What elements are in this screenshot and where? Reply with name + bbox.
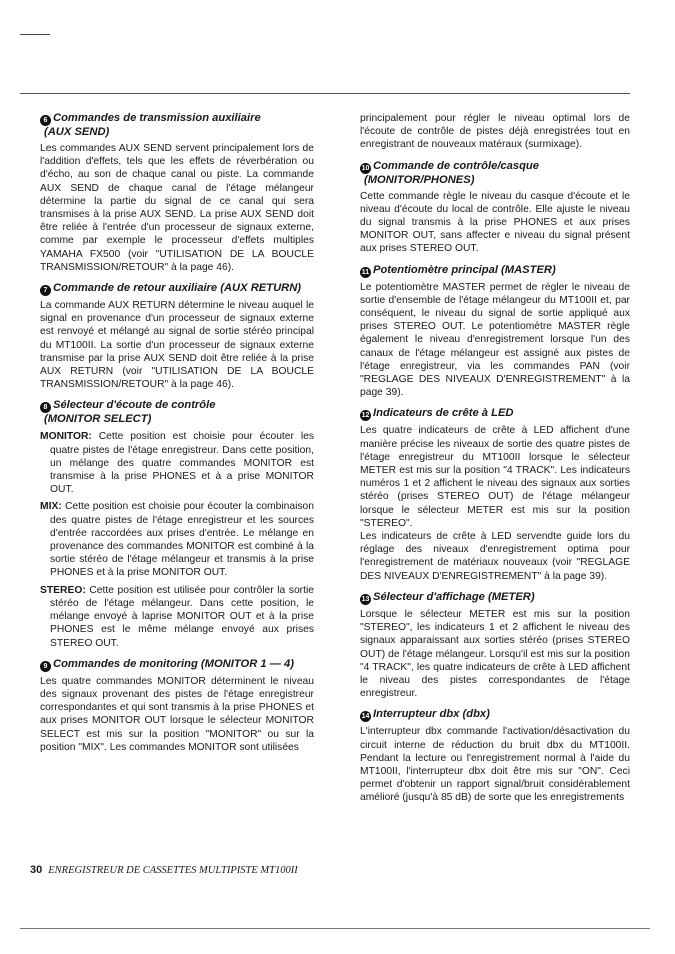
option-text: Cette position est choisie pour écouter la combinaison des quatre pistes de l'étage enregistreur et les sources d'entrée raccordées aux prises d'entrée. Le mélange en provenance des commandes MONITOR est combiné à la sortie stéréo de l'étage mélangeur et transmis à la prise PHONES et à la prise MONITOR OUT. <box>50 501 314 579</box>
heading-line <box>360 708 630 722</box>
heading-title: Commande de contrôle/casque <box>373 159 539 172</box>
body-paragraph: Lorsque le sélecteur METER est mis sur la position "STEREO", les indicateurs 1 et 2 affichent le niveau des signaux apparaissant aux sorties stéréo (prises STEREO OUT) de l'étage mélangeur. Lorsqu'il est mis sur la position "4 TRACK", les quatre indicateurs de crête à LED affichent le niveau des pistes correspondantes de l'étage enregistreur. <box>360 608 630 700</box>
section-number-badge: 14 <box>361 713 370 721</box>
section-heading <box>40 658 314 672</box>
section-number-badge: 8 <box>40 402 51 413</box>
section-number-badge: 13 <box>361 595 370 603</box>
page-number: 30 <box>30 864 43 876</box>
section <box>360 708 630 804</box>
option-paragraph <box>40 500 314 579</box>
section <box>40 282 314 391</box>
heading-line <box>40 658 314 672</box>
left-column <box>40 112 314 762</box>
section <box>40 112 314 274</box>
heading-line <box>360 407 630 421</box>
body-paragraph: La commande AUX RETURN détermine le niveau auquel le signal en provenance d'un processeur de signaux externe est renvoyé et mélangé au signal de sortie stéréo principal du MT100II. La sortie d'un processeur de signaux externe transmise par la prise AUX SEND doit être reliée à la prise AUX RETURN (voir "UTILISATION DE LA BOUCLE TRANSMISSION/RETOUR" à la page 46). <box>40 300 314 391</box>
body-paragraph: Cette commande règle le niveau du casque d'écoute et le niveau d'écoute du local de contrôle. Elle ajuste le niveau du signal transmis à la prise PHONES et aux prises MONITOR OUT, sans affecter e niveau du signal présent aux prises STEREO OUT. <box>360 190 630 255</box>
heading-subtitle: (MONITOR SELECT) <box>44 413 152 426</box>
heading-line <box>360 264 630 278</box>
heading-line <box>40 399 314 413</box>
heading-title: Interrupteur dbx (dbx) <box>373 708 490 721</box>
page-footer <box>30 864 298 876</box>
footer-title: ENREGISTREUR DE CASSETTES MULTIPISTE MT100II <box>48 865 298 876</box>
footer-rule <box>20 928 650 929</box>
option-description <box>40 430 314 496</box>
heading-title: Indicateurs de crête à LED <box>373 407 514 420</box>
right-column <box>360 112 630 813</box>
heading-line <box>40 282 314 296</box>
section <box>40 658 314 754</box>
section <box>360 112 630 152</box>
heading-title: Potentiomètre principal (MASTER) <box>373 263 556 276</box>
heading-subtitle: (AUX SEND) <box>44 126 110 138</box>
section <box>360 407 630 582</box>
option-description <box>40 500 314 579</box>
section-heading <box>360 591 630 605</box>
option-key: MONITOR: <box>40 431 92 443</box>
section-number-badge: 11 <box>361 268 370 276</box>
section-number-badge: 9 <box>40 661 51 672</box>
section <box>360 591 630 700</box>
heading-title: Sélecteur d'écoute de contrôle <box>53 399 216 412</box>
option-text: Cette position est utilisée pour contrôler la sortie stéréo de l'étage mélangeur. Dans cette position, le mélange envoyé à laprise MONITOR OUT et à la prise PHONES est le même mélange envoyé aux prises STEREO OUT. <box>50 584 314 649</box>
section-number-badge: 10 <box>361 164 370 172</box>
option-paragraph <box>40 430 314 496</box>
heading-title: Commandes de transmission auxiliaire <box>53 112 261 124</box>
body-paragraph: Le potentiomètre MASTER permet de régler le niveau de sortie d'ensemble de l'étage mélangeur du MT100II et, par conséquent, le niveau du signal de sortie appliqué aux prises STEREO OUT. Le potentiomètre MASTER règle également le niveau d'enregistrement lorsque l'un des canaux de l'étage mélangeur est assigné aux pistes de l'étage enregistreur, via les commandes PAN (voir "REGLAGE DES NIVEAUX D'ENREGISTREMENT" à la page 39). <box>360 281 630 399</box>
heading-line <box>360 160 630 174</box>
body-paragraph: Les indicateurs de crête à LED servendte guide lors du réglage des niveaux d'enregistrement optima pour l'enregistrement de matériaux nouveaux (voir "REGLAGE DES NIVEAUX D'ENREGISTREMENT" à la page 39). <box>360 531 630 582</box>
body-paragraph: principalement pour régler le niveau optimal lors de l'écoute de contrôle de pistes déjà enregistrées tout en enregistrant de nouveaux matéraux (surmixage). <box>360 113 630 151</box>
section-heading <box>360 708 630 722</box>
heading-title: Sélecteur d'affichage (METER) <box>373 590 535 603</box>
section-heading <box>40 282 314 296</box>
heading-title: Commandes de monitoring (MONITOR 1 — 4) <box>53 657 294 670</box>
header-rule <box>20 93 630 94</box>
section-heading <box>360 160 630 187</box>
body-paragraph: Les quatre indicateurs de crête à LED affichent d'une manière précise les niveaux de sortie des quatre pistes de l'étage enregistreur du MT100II lorsque le sélecteur METER est mis sur la position "4 TRACK". Les indicateurs numéros 1 et 2 affichent le niveau des signaux aux sorties stéréo (prises STEREO OUT) de l'étage mélangeur lorsque le sélecteur METER est mis sur la position "STEREO". <box>360 425 630 529</box>
section-heading <box>40 112 314 139</box>
body-paragraph: Les quatre commandes MONITOR déterminent le niveau des signaux provenant des pistes de l'étage enregistreur correspondantes et qui sont transmis à la prise PHONES et aux prises MONITOR OUT lorsque le sélecteur MONITOR SELECT est mis sur la position "MONITOR" ou sur la position "MIX". Les commandes MONITOR sont utilisées <box>40 675 314 753</box>
section-number-badge: 12 <box>361 412 370 420</box>
option-key: MIX: <box>40 501 62 513</box>
heading-title: Commande de retour auxiliaire (AUX RETURN) <box>53 282 302 295</box>
option-text: Cette position est choisie pour écouter les quatre pistes de l'étage enregistreur. Dans cette position, un mélange des quatre commandes MONITOR est transmise à la prise PHONES et à a prise MONITOR OUT. <box>50 431 314 496</box>
heading-line <box>40 112 314 126</box>
top-corner-mark <box>20 34 50 35</box>
section-number-badge: 6 <box>40 115 51 126</box>
section <box>360 264 630 400</box>
option-key: STEREO: <box>40 584 86 596</box>
section-heading <box>360 407 630 421</box>
heading-line <box>360 591 630 605</box>
section <box>40 399 314 649</box>
option-description <box>40 584 314 650</box>
section-heading <box>40 399 314 426</box>
body-paragraph: L'interrupteur dbx commande l'activation/désactivation du circuit interne de réduction du bruit dbx du MT100II. Pendant la lecture ou l'enregistrement normal à l'aide du MT100II, l'interrupteur dbx doit être mis sur "ON". Ceci permet d'obtenir un rapport signal/bruit considérablement amélioré (jusqu'à 85 dB) de sorte que les enregistrements <box>360 726 630 804</box>
body-paragraph: Les commandes AUX SEND servent principalement lors de l'addition d'effets, tels que les effets de réverbération ou d'écho, au son de chaque canal ou piste. La commande AUX SEND de chaque canal de l'étage mélangeur détermine la partie du signal de ce canal qui sera transmises à la prise AUX SEND. La prise AUX SEND doit être reliée à l'entrée d'un processeur de signaux externe, comme par exemple le processeur d'effets multiples YAMAHA FX500 (voir "UTILISATION DE LA BOUCLE TRANSMISSION/RETOUR" à la page 46). <box>40 143 314 273</box>
section-number-badge: 7 <box>40 285 51 296</box>
heading-subtitle: (MONITOR/PHONES) <box>364 173 475 186</box>
option-paragraph <box>40 584 314 650</box>
section <box>360 160 630 256</box>
section-heading <box>360 264 630 278</box>
